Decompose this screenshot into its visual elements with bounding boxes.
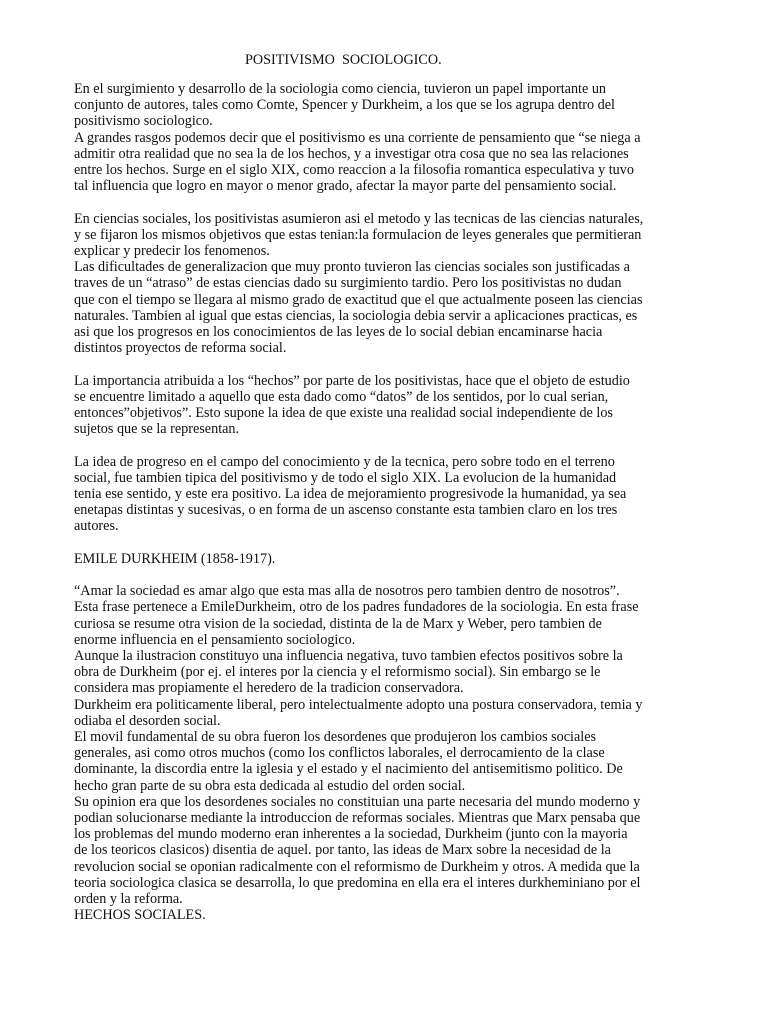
text-line: En el surgimiento y desarrollo de la sociologia como ciencia, tuvieron un papel importante un (74, 81, 607, 97)
text-line: La importancia atribuida a los “hechos” por parte de los positivistas, hace que el objeto de estudio (74, 372, 630, 389)
text-line: naturales. Tambien al igual que estas ciencias, la sociologia debia servir a aplicaciones practicas, es (74, 307, 638, 324)
text-line: que con el tiempo se llegara al mismo grado de exactitud que el que actualmente poseen las ciencias (74, 291, 643, 308)
paragraph-gap (74, 194, 698, 210)
text-line: “Amar la sociedad es amar algo que esta mas alla de nosotros pero tambien dentro de nosotros”. (74, 583, 620, 600)
text-line: dominante, la discordia entre la iglesia y el estado y el nacimiento del antisemitismo politico. De (74, 761, 623, 778)
text-line: distintos proyectos de reforma social. (74, 340, 287, 357)
text-line: Aunque la ilustracion constituyo una influencia negativa, tuvo tambien efectos positivos sobre la (74, 648, 623, 665)
text-line: obra de Durkheim (por ej. el interes por la ciencia y el reformismo social). Sin embargo se le (74, 664, 601, 681)
text-line: Las dificultades de generalizacion que muy pronto tuvieron las ciencias sociales son justificadas a (74, 259, 630, 276)
text-line: hecho gran parte de su obra esta dedicada al estudio del orden social. (74, 777, 466, 794)
paragraph-gap (74, 535, 698, 551)
text-line: podian solucionarse mediante la introduccion de reformas sociales. Mientras que Marx pensaba que (74, 810, 641, 827)
document-title: POSITIVISMO SOCIOLOGICO. (245, 52, 442, 68)
text-line: HECHOS SOCIALES. (74, 907, 206, 924)
text-line: y se fijaron los mismos objetivos que estas tenian:la formulacion de leyes generales que permitieran (74, 226, 642, 243)
paragraph-gap (74, 356, 698, 372)
text-line: conjunto de autores, tales como Comte, Spencer y Durkheim, a los que se los agrupa dentro del (74, 97, 615, 114)
text-line: autores. (74, 518, 119, 535)
text-line: En ciencias sociales, los positivistas asumieron asi el metodo y las tecnicas de las ciencias naturales, (74, 210, 644, 227)
text-line: revolucion social se oponian radicalmente con el reformismo de Durkheim y otros. A medida que la (74, 858, 640, 875)
text-line: asi que los progresos en los conocimientos de las leyes de lo social debian encaminarse hacia (74, 324, 603, 341)
text-line: entre los hechos. Surge en el siglo XIX, como reaccion a la filosofia romantica especulativa y tuvo (74, 162, 634, 179)
text-line: considera mas propiamente el heredero de la tradicion conservadora. (74, 680, 464, 697)
text-line: generales, asi como otros muchos (como los conflictos laborales, el derrocamiento de la clase (74, 745, 605, 762)
text-line: orden y la reforma. (74, 891, 183, 908)
text-line: tenia ese sentido, y este era positivo. La idea de mejoramiento progresivode la humanidad, ya sea (74, 486, 627, 503)
text-line: positivismo sociologico. (74, 113, 213, 130)
text-line: La idea de progreso en el campo del conocimiento y de la tecnica, pero sobre todo en el terreno (74, 453, 615, 470)
text-line: curiosa se resume otra vision de la sociedad, distinta de la de Marx y Weber, pero tambien de (74, 615, 602, 632)
text-line: El movil fundamental de su obra fueron los desordenes que produjeron los cambios sociales (74, 729, 597, 746)
text-line: teoria sociologica clasica se desarrolla, lo que predomina en ella era el interes durkheminiano por el (74, 874, 641, 891)
paragraph-gap (74, 437, 698, 453)
text-line: admitir otra realidad que no sea la de los hechos, y a investigar otra cosa que no sea las relaciones (74, 145, 629, 162)
text-line: enorme influencia en el pensamiento sociologico. (74, 631, 356, 648)
text-line: EMILE DURKHEIM (1858-1917). (74, 550, 276, 567)
text-line: enetapas distintas y sucesivas, o en forma de un ascenso constante esta tambien claro en los tres (74, 502, 618, 519)
text-line: se encuentre limitado a aquello que esta dado como “datos” de los sentidos, por lo cual serian, (74, 388, 609, 405)
document-body (74, 81, 698, 923)
text-line: tal influencia que logro en mayor o menor grado, afectar la mayor parte del pensamiento social. (74, 178, 617, 195)
paragraph-gap (74, 567, 698, 583)
text-line: los problemas del mundo moderno eran inherentes a la sociedad, Durkheim (junto con la mayoria (74, 826, 628, 843)
text-line: sujetos que se la representan. (74, 421, 240, 438)
text-line: Esta frase pertenece a EmileDurkheim, otro de los padres fundadores de la sociologia. En esta frase (74, 599, 639, 616)
text-line: Su opinion era que los desordenes sociales no constituian una parte necesaria del mundo moderno y (74, 793, 641, 810)
text-line: de los teoricos clasicos) disentia de aquel. por tanto, las ideas de Marx sobre la necesidad de la (74, 842, 611, 859)
text-line: entonces”objetivos”. Esto supone la idea de que existe una realidad social independiente de los (74, 405, 613, 422)
text-line: Durkheim era politicamente liberal, pero intelectualmente adopto una postura conservadora, temia y (74, 696, 643, 713)
text-line: traves de un “atraso” de estas ciencias dado su surgimiento tardio. Pero los positivistas no dudan (74, 275, 622, 292)
text-line: social, fue tambien tipica del positivismo y de todo el siglo XIX. La evolucion de la humanidad (74, 469, 617, 486)
text-line: odiaba el desorden social. (74, 712, 221, 729)
text-line: A grandes rasgos podemos decir que el positivismo es una corriente de pensamiento que “se niega a (74, 129, 641, 146)
text-line: explicar y predecir los fenomenos. (74, 243, 270, 260)
